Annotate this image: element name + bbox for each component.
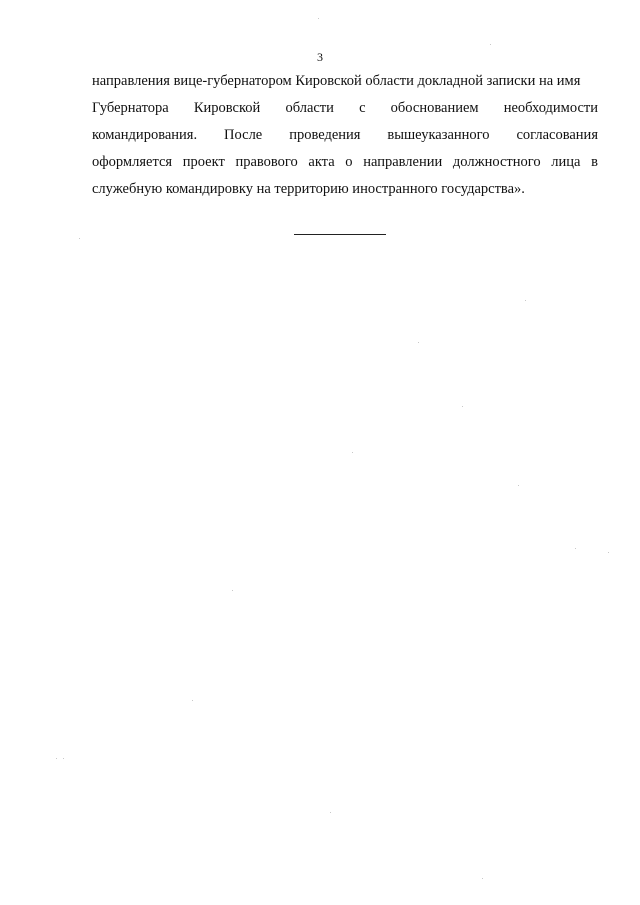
word: необходимости (503, 100, 598, 116)
body-paragraph (92, 68, 598, 203)
word: согласования (516, 127, 598, 143)
word: должностного (452, 154, 541, 170)
word: обоснованием (390, 100, 479, 116)
scan-speck (608, 552, 609, 553)
scan-speck (525, 300, 526, 301)
word: акта (308, 154, 335, 170)
scan-speck (482, 878, 483, 879)
text-line-2 (92, 95, 598, 122)
scan-speck (352, 452, 353, 453)
word: направлении (363, 154, 443, 170)
scan-speck (192, 700, 193, 701)
scan-speck (418, 342, 419, 343)
word: правового (235, 154, 298, 170)
page-number: 3 (317, 50, 323, 64)
word: в (591, 154, 598, 170)
word: После (224, 127, 263, 143)
scan-speck (232, 590, 233, 591)
scan-speck (575, 548, 576, 549)
scan-speck (318, 18, 319, 19)
scan-speck (518, 485, 519, 486)
end-separator-line (294, 234, 386, 235)
text-line-1: направления вице-губернатором Кировской области докладной записки на имя (92, 73, 581, 89)
scan-speck (79, 238, 80, 239)
text-line-4 (92, 149, 598, 176)
word: Губернатора (92, 100, 169, 116)
text-line-5: служебную командировку на территорию иностранного государства». (92, 181, 525, 197)
scan-speck (330, 812, 331, 813)
word: с (359, 100, 366, 116)
word: оформляется (92, 154, 173, 170)
scan-speck (63, 758, 64, 759)
scan-speck (490, 44, 491, 45)
word: лица (551, 154, 581, 170)
word: вышеуказанного (387, 127, 490, 143)
word: области (285, 100, 334, 116)
word: проект (182, 154, 225, 170)
word: Кировской (193, 100, 261, 116)
word: командирования. (92, 127, 198, 143)
word: проведения (289, 127, 361, 143)
scan-speck (462, 406, 463, 407)
word: о (345, 154, 353, 170)
scan-speck (56, 758, 57, 759)
text-line-3 (92, 122, 598, 149)
